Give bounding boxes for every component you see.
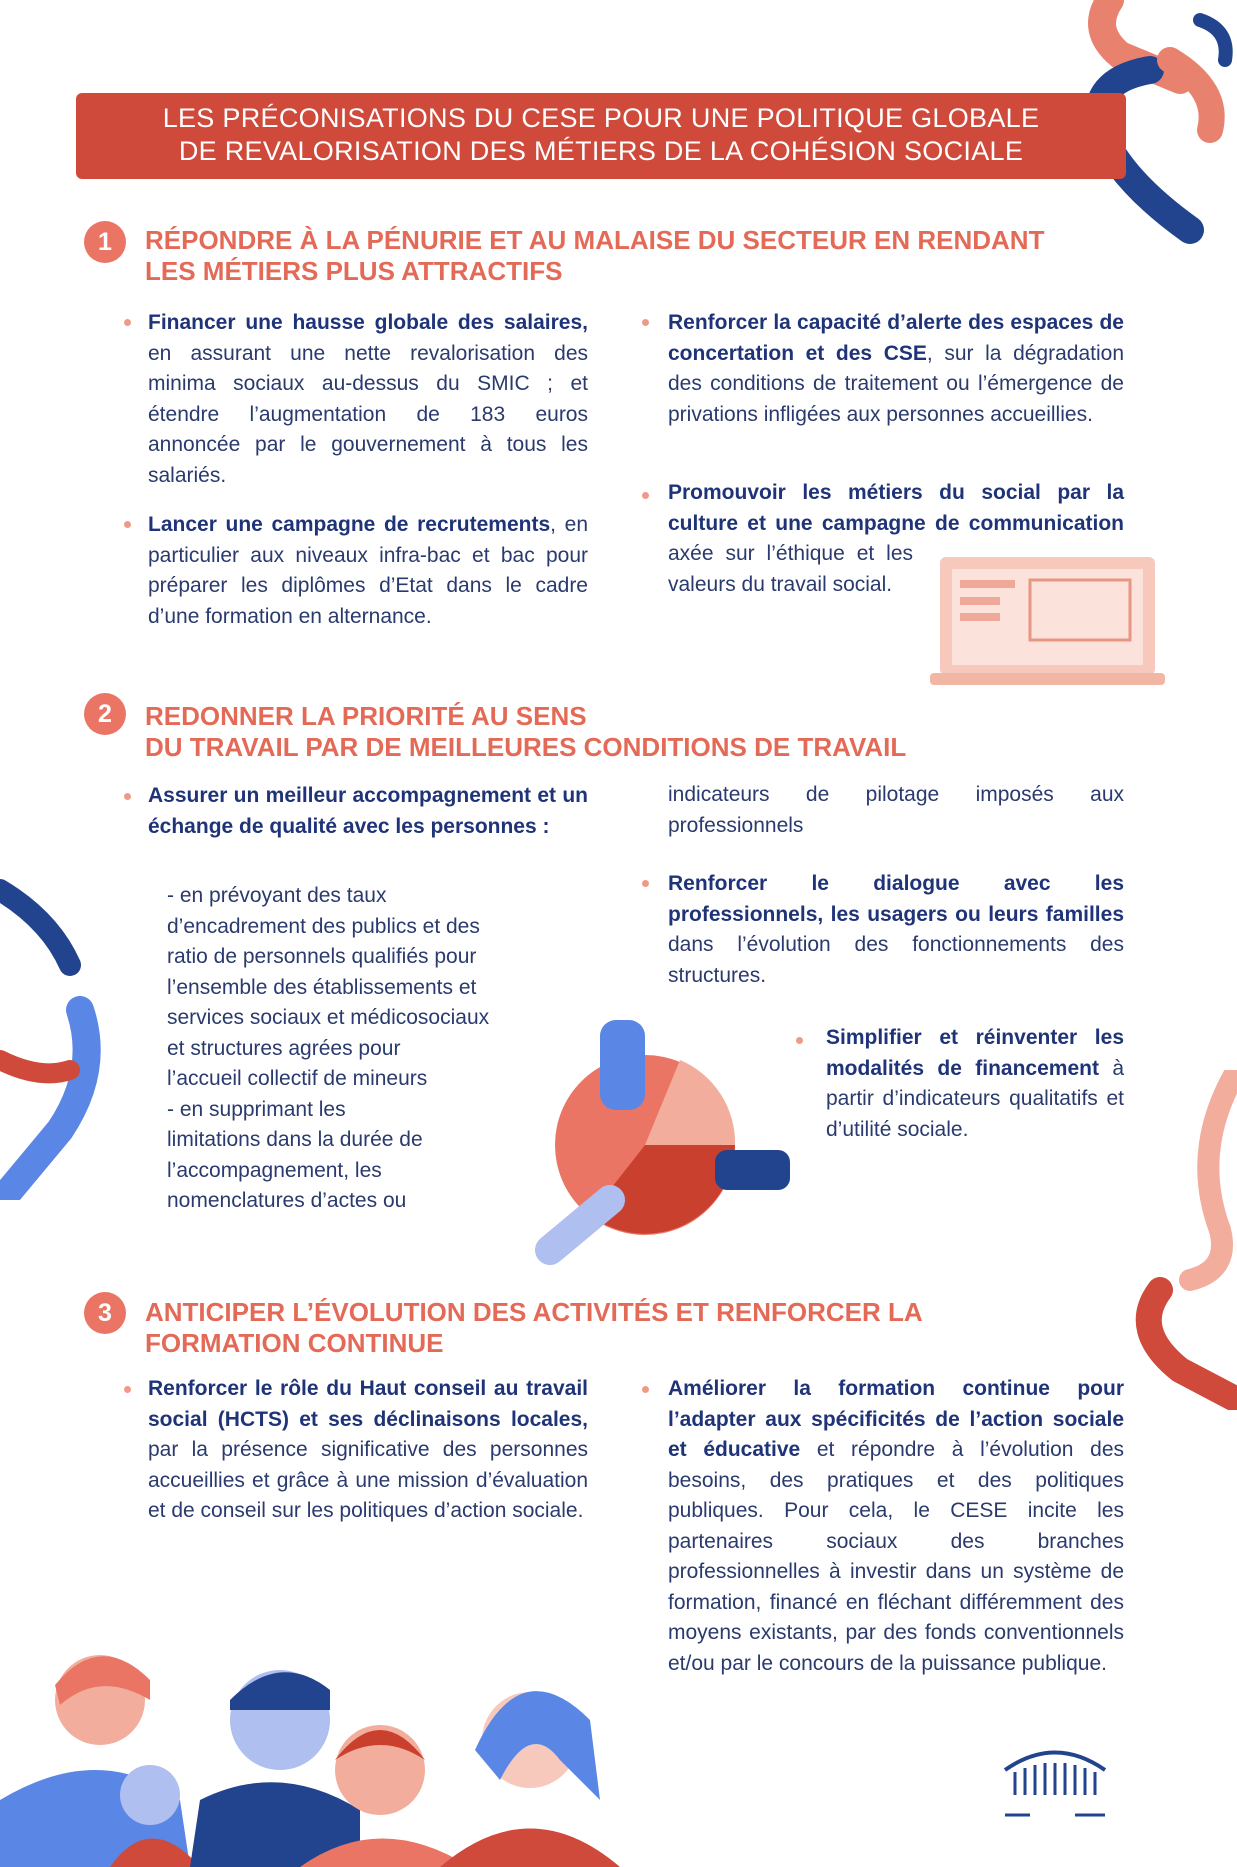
section-3-number: 3 bbox=[84, 1292, 126, 1334]
section-1-item-1-bold: Financer une hausse globale des salaires, bbox=[148, 311, 588, 334]
section-3-title bbox=[145, 1297, 1135, 1359]
section-3-title-line-2: FORMATION CONTINUE bbox=[145, 1328, 444, 1358]
section-3-item-2-bold: Améliorer la formation continue pour l’adapter aux spécificités de l’action sociale et éducative bbox=[668, 1377, 1124, 1461]
hands-illustration-right bbox=[1120, 1070, 1237, 1410]
bullet-1-1 bbox=[124, 319, 131, 326]
bullet-1-2 bbox=[124, 521, 131, 528]
section-2-item-3-text: à partir d’indicateurs qualitatifs et d’utilité sociale. bbox=[826, 1056, 1124, 1141]
section-2-title-line-2: DU TRAVAIL PAR DE MEILLEURES CONDITIONS DE TRAVAIL bbox=[145, 732, 907, 762]
section-2-sub-line: l’accueil collectif de mineurs bbox=[167, 1067, 428, 1090]
hands-illustration-left bbox=[0, 870, 110, 1200]
section-2-item-2 bbox=[668, 869, 1124, 991]
section-2-item-2-bold: Renforcer le dialogue avec les professionnels, les usagers ou leurs familles bbox=[668, 872, 1124, 926]
section-2-sub-line: d’encadrement des publics et des bbox=[167, 914, 480, 938]
section-2-sub-line: nomenclatures d’actes ou bbox=[167, 1189, 407, 1212]
section-2-title bbox=[145, 701, 1135, 763]
bullet-2-1 bbox=[124, 793, 131, 800]
section-1-number: 1 bbox=[84, 221, 126, 263]
section-2-number: 2 bbox=[84, 693, 126, 735]
section-2-sub-line: ratio de personnels qualifiés pour bbox=[167, 945, 477, 968]
section-2-sub-line: - en supprimant les bbox=[167, 1097, 346, 1121]
section-2-title-line-1: REDONNER LA PRIORITÉ AU SENS bbox=[145, 701, 587, 731]
bullet-2-3 bbox=[796, 1037, 803, 1044]
section-1-item-2 bbox=[148, 510, 588, 632]
bullet-3-1 bbox=[124, 1386, 131, 1393]
section-3-title-line-1: ANTICIPER L’ÉVOLUTION DES ACTIVITÉS ET RENFORCER LA bbox=[145, 1297, 923, 1327]
section-1-item-3-bold: Renforcer la capacité d’alerte des espaces de concertation et des CSE bbox=[668, 311, 1124, 365]
page-banner bbox=[76, 93, 1126, 179]
section-1-title-line-1: RÉPONDRE À LA PÉNURIE ET AU MALAISE DU SECTEUR EN RENDANT bbox=[145, 225, 1045, 255]
section-1-item-4-bold: Promouvoir les métiers du social par la culture et une campagne de communication bbox=[668, 481, 1124, 535]
section-1-item-3 bbox=[668, 308, 1124, 430]
bullet-1-4 bbox=[642, 492, 649, 499]
section-2-sub-list bbox=[167, 881, 557, 1217]
section-3-item-1-bold: Renforcer le rôle du Haut conseil au travail social (HCTS) et ses déclinaisons locales, bbox=[148, 1377, 588, 1431]
section-1-item-4-text: axée sur l’éthique et les valeurs du travail social. bbox=[668, 542, 913, 596]
section-3-item-2 bbox=[668, 1374, 1124, 1679]
section-2-sub-line: services sociaux et médicosociaux bbox=[167, 1006, 490, 1029]
speech-bubble-hands-illustration bbox=[530, 1020, 790, 1270]
section-1-item-3-text: , sur la dégradation des conditions de traitement ou l’émergence de privations infligées aux personnes accueillies. bbox=[668, 341, 1124, 426]
section-2-item-1-bold: Assurer un meilleur accompagnement et un échange de qualité avec les personnes : bbox=[148, 784, 588, 838]
section-2-sub-line: limitations dans la durée de bbox=[167, 1128, 423, 1151]
section-2-continued-text: indicateurs de pilotage imposés aux professionnels bbox=[668, 783, 1124, 837]
section-1-item-4 bbox=[668, 478, 1124, 600]
section-1-item-1 bbox=[148, 308, 588, 491]
section-1-title bbox=[145, 225, 1135, 287]
banner-line-1: LES PRÉCONISATIONS DU CESE POUR UNE POLITIQUE GLOBALE bbox=[162, 103, 1040, 133]
section-2-sub-line: l’ensemble des établissements et bbox=[167, 975, 477, 999]
bullet-3-2 bbox=[642, 1386, 649, 1393]
section-2-sub-line: et structures agrées pour bbox=[167, 1036, 401, 1060]
section-1-item-2-text: , en particulier aux niveaux infra-bac et bac pour préparer les diplômes d’Etat dans le cadre d’une formation en alternance. bbox=[148, 513, 588, 628]
section-3-item-2-text: et répondre à l’évolution des besoins, des pratiques et des politiques publiques. Pour cela, le CESE incite les partenaires sociaux des branches professionnelles à investir dans un système de formation, financé en fléchant différemment des moyens existants, par des fonds conventionnels et/ou par le concours de la puissance publique. bbox=[668, 1438, 1124, 1675]
people-illustration bbox=[0, 1610, 700, 1867]
section-3-item-1-text: par la présence significative des personnes accueillies et grâce à une mission d’évaluation et de conseil sur les politiques d’action sociale. bbox=[148, 1438, 588, 1522]
section-2-item-3-bold: Simplifier et réinventer les modalités de financement bbox=[826, 1026, 1124, 1080]
section-2-item-2-text: dans l’évolution des fonctionnements des structures. bbox=[668, 933, 1124, 987]
section-3-item-1 bbox=[148, 1374, 588, 1527]
section-2-item-1 bbox=[148, 781, 588, 842]
banner-line-2: DE REVALORISATION DES MÉTIERS DE LA COHÉSION SOCIALE bbox=[178, 136, 1024, 166]
cese-logo bbox=[1000, 1740, 1110, 1820]
section-1-item-2-bold: Lancer une campagne de recrutements bbox=[148, 513, 551, 536]
section-2-sub-line: - en prévoyant des taux bbox=[167, 884, 387, 907]
bullet-1-3 bbox=[642, 319, 649, 326]
section-2-sub-line: l’accompagnement, les bbox=[167, 1158, 382, 1182]
bullet-2-2 bbox=[642, 880, 649, 887]
section-1-item-1-text: en assurant une nette revalorisation des minima sociaux au-dessus du SMIC ; et étendre l’augmentation de 183 euros annoncée par le gouvernement à tous les salariés. bbox=[148, 341, 588, 487]
section-2-item-3 bbox=[826, 1023, 1124, 1145]
section-1-title-line-2: LES MÉTIERS PLUS ATTRACTIFS bbox=[145, 256, 563, 286]
